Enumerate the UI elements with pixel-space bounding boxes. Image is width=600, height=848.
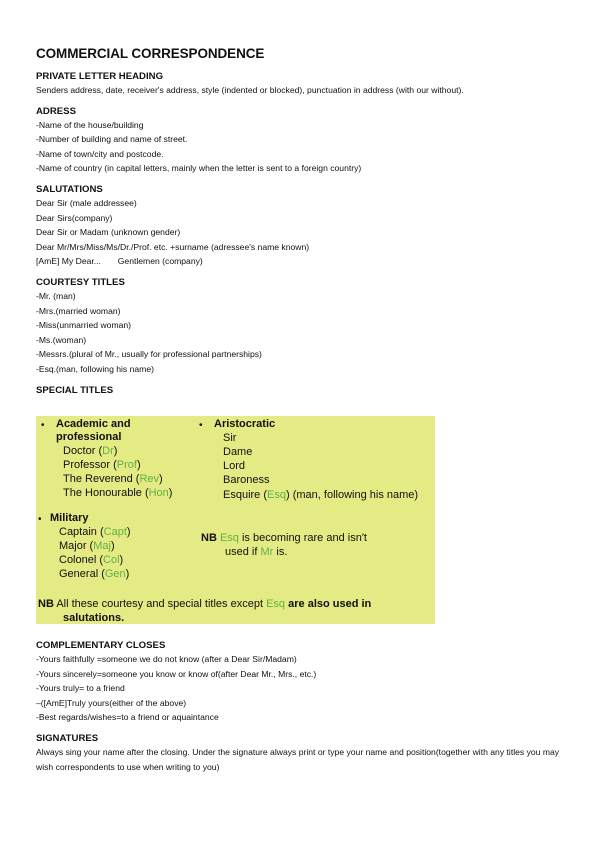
nb-esq-note: NB Esq is becoming rare and isn't: [201, 532, 367, 544]
courtesy-line: -Miss(unmarried woman): [36, 320, 132, 331]
military-heading: Military: [50, 512, 89, 524]
academic-heading-2: professional: [56, 431, 122, 443]
address-line: -Name of town/city and postcode.: [36, 148, 164, 159]
aristocratic-item: Dame: [223, 446, 253, 458]
address-line: -Name of country (in capital letters, mainly when the letter is sent to a foreign country): [36, 163, 362, 174]
close-line: -Yours faithfully =someone we do not know (after a Dear Sir/Madam): [36, 654, 297, 664]
aristocratic-item: Sir: [223, 432, 237, 444]
academic-item: The Reverend (Rev): [63, 473, 163, 485]
courtesy-line: -Messrs.(plural of Mr., usually for professional partnerships): [36, 349, 262, 360]
address-line: -Number of building and name of street.: [36, 134, 188, 145]
military-item: Captain (Capt): [59, 526, 131, 538]
document-title: COMMERCIAL CORRESPONDENCE: [36, 46, 265, 61]
section-heading-address: ADRESS: [36, 105, 76, 117]
academic-heading: Academic and: [56, 418, 131, 430]
esquire-item: Esquire (Esq) (man, following his name): [223, 489, 419, 501]
courtesy-line: -Mrs.(married woman): [36, 305, 121, 316]
salutation-line: Dear Sir (male addressee): [36, 197, 137, 208]
close-line: -Yours truly= to a friend: [36, 683, 125, 694]
aristocratic-heading: Aristocratic: [214, 418, 276, 430]
nb-salutations-note: NB All these courtesy and special titles except Esq are also used in: [38, 598, 372, 610]
military-item: Major (Maj): [59, 540, 115, 552]
courtesy-line: -Esq.(man, following his name): [36, 363, 154, 374]
document-page-bottom: [36, 640, 566, 774]
courtesy-line: -Mr. (man): [36, 290, 76, 301]
salutation-ame: [AmE] My Dear...: [36, 256, 101, 267]
salutation-line: Dear Sir or Madam (unknown gender): [36, 227, 181, 238]
section-heading-special-titles: SPECIAL TITLES: [36, 384, 114, 396]
aristocratic-item: Baroness: [223, 474, 270, 486]
salutation-line: Dear Mr/Mrs/Miss/Ms/Dr./Prof. etc. +surname (adressee's name known): [36, 241, 310, 252]
special-titles-box: [36, 416, 435, 624]
aristocratic-item: Lord: [223, 460, 246, 472]
bullet-icon: •: [38, 514, 42, 525]
military-item: Colonel (Col): [59, 554, 124, 566]
address-line: -Name of the house/building: [36, 119, 144, 130]
close-line: –([AmE]Truly yours(either of the above): [36, 697, 187, 708]
section-heading-courtesy-titles: COURTESY TITLES: [36, 276, 125, 288]
section-heading-signatures: SIGNATURES: [36, 732, 99, 744]
salutation-line: Dear Sirs(company): [36, 212, 113, 223]
section-heading-complementary-closes: COMPLEMENTARY CLOSES: [36, 640, 166, 651]
military-item: General (Gen): [59, 568, 130, 580]
salutation-line: [36, 254, 566, 269]
bullet-icon: •: [199, 420, 203, 431]
close-line: -Best regards/wishes=to a friend or aquaintance: [36, 712, 219, 723]
document-page: [36, 46, 566, 397]
salutation-gentlemen: Gentlemen (company): [117, 256, 203, 267]
nb-esq-note-2: used if Mr is.: [225, 546, 288, 558]
close-line: -Yours sincerely=someone you know or know of(after Dear Mr., Mrs., etc.): [36, 668, 317, 679]
letter-heading-text: Senders address, date, receiver's address, style (indented or blocked), punctuation in address (with our without).: [36, 85, 464, 95]
courtesy-line: -Ms.(woman): [36, 334, 87, 345]
signatures-text: Always sing your name after the closing. Under the signature always print or type your name and position(together with any titles you may wish correspondents to use when writing to you): [36, 746, 560, 772]
section-heading-salutations: SALUTATIONS: [36, 183, 103, 195]
bullet-icon: •: [41, 420, 45, 431]
section-heading-letter-heading: PRIVATE LETTER HEADING: [36, 71, 164, 82]
academic-item: Professor (Prof): [63, 459, 141, 471]
academic-item: The Honourable (Hon): [63, 487, 173, 499]
nb-salutations-note-2: salutations.: [63, 612, 125, 624]
academic-item: Doctor (Dr): [63, 445, 118, 457]
